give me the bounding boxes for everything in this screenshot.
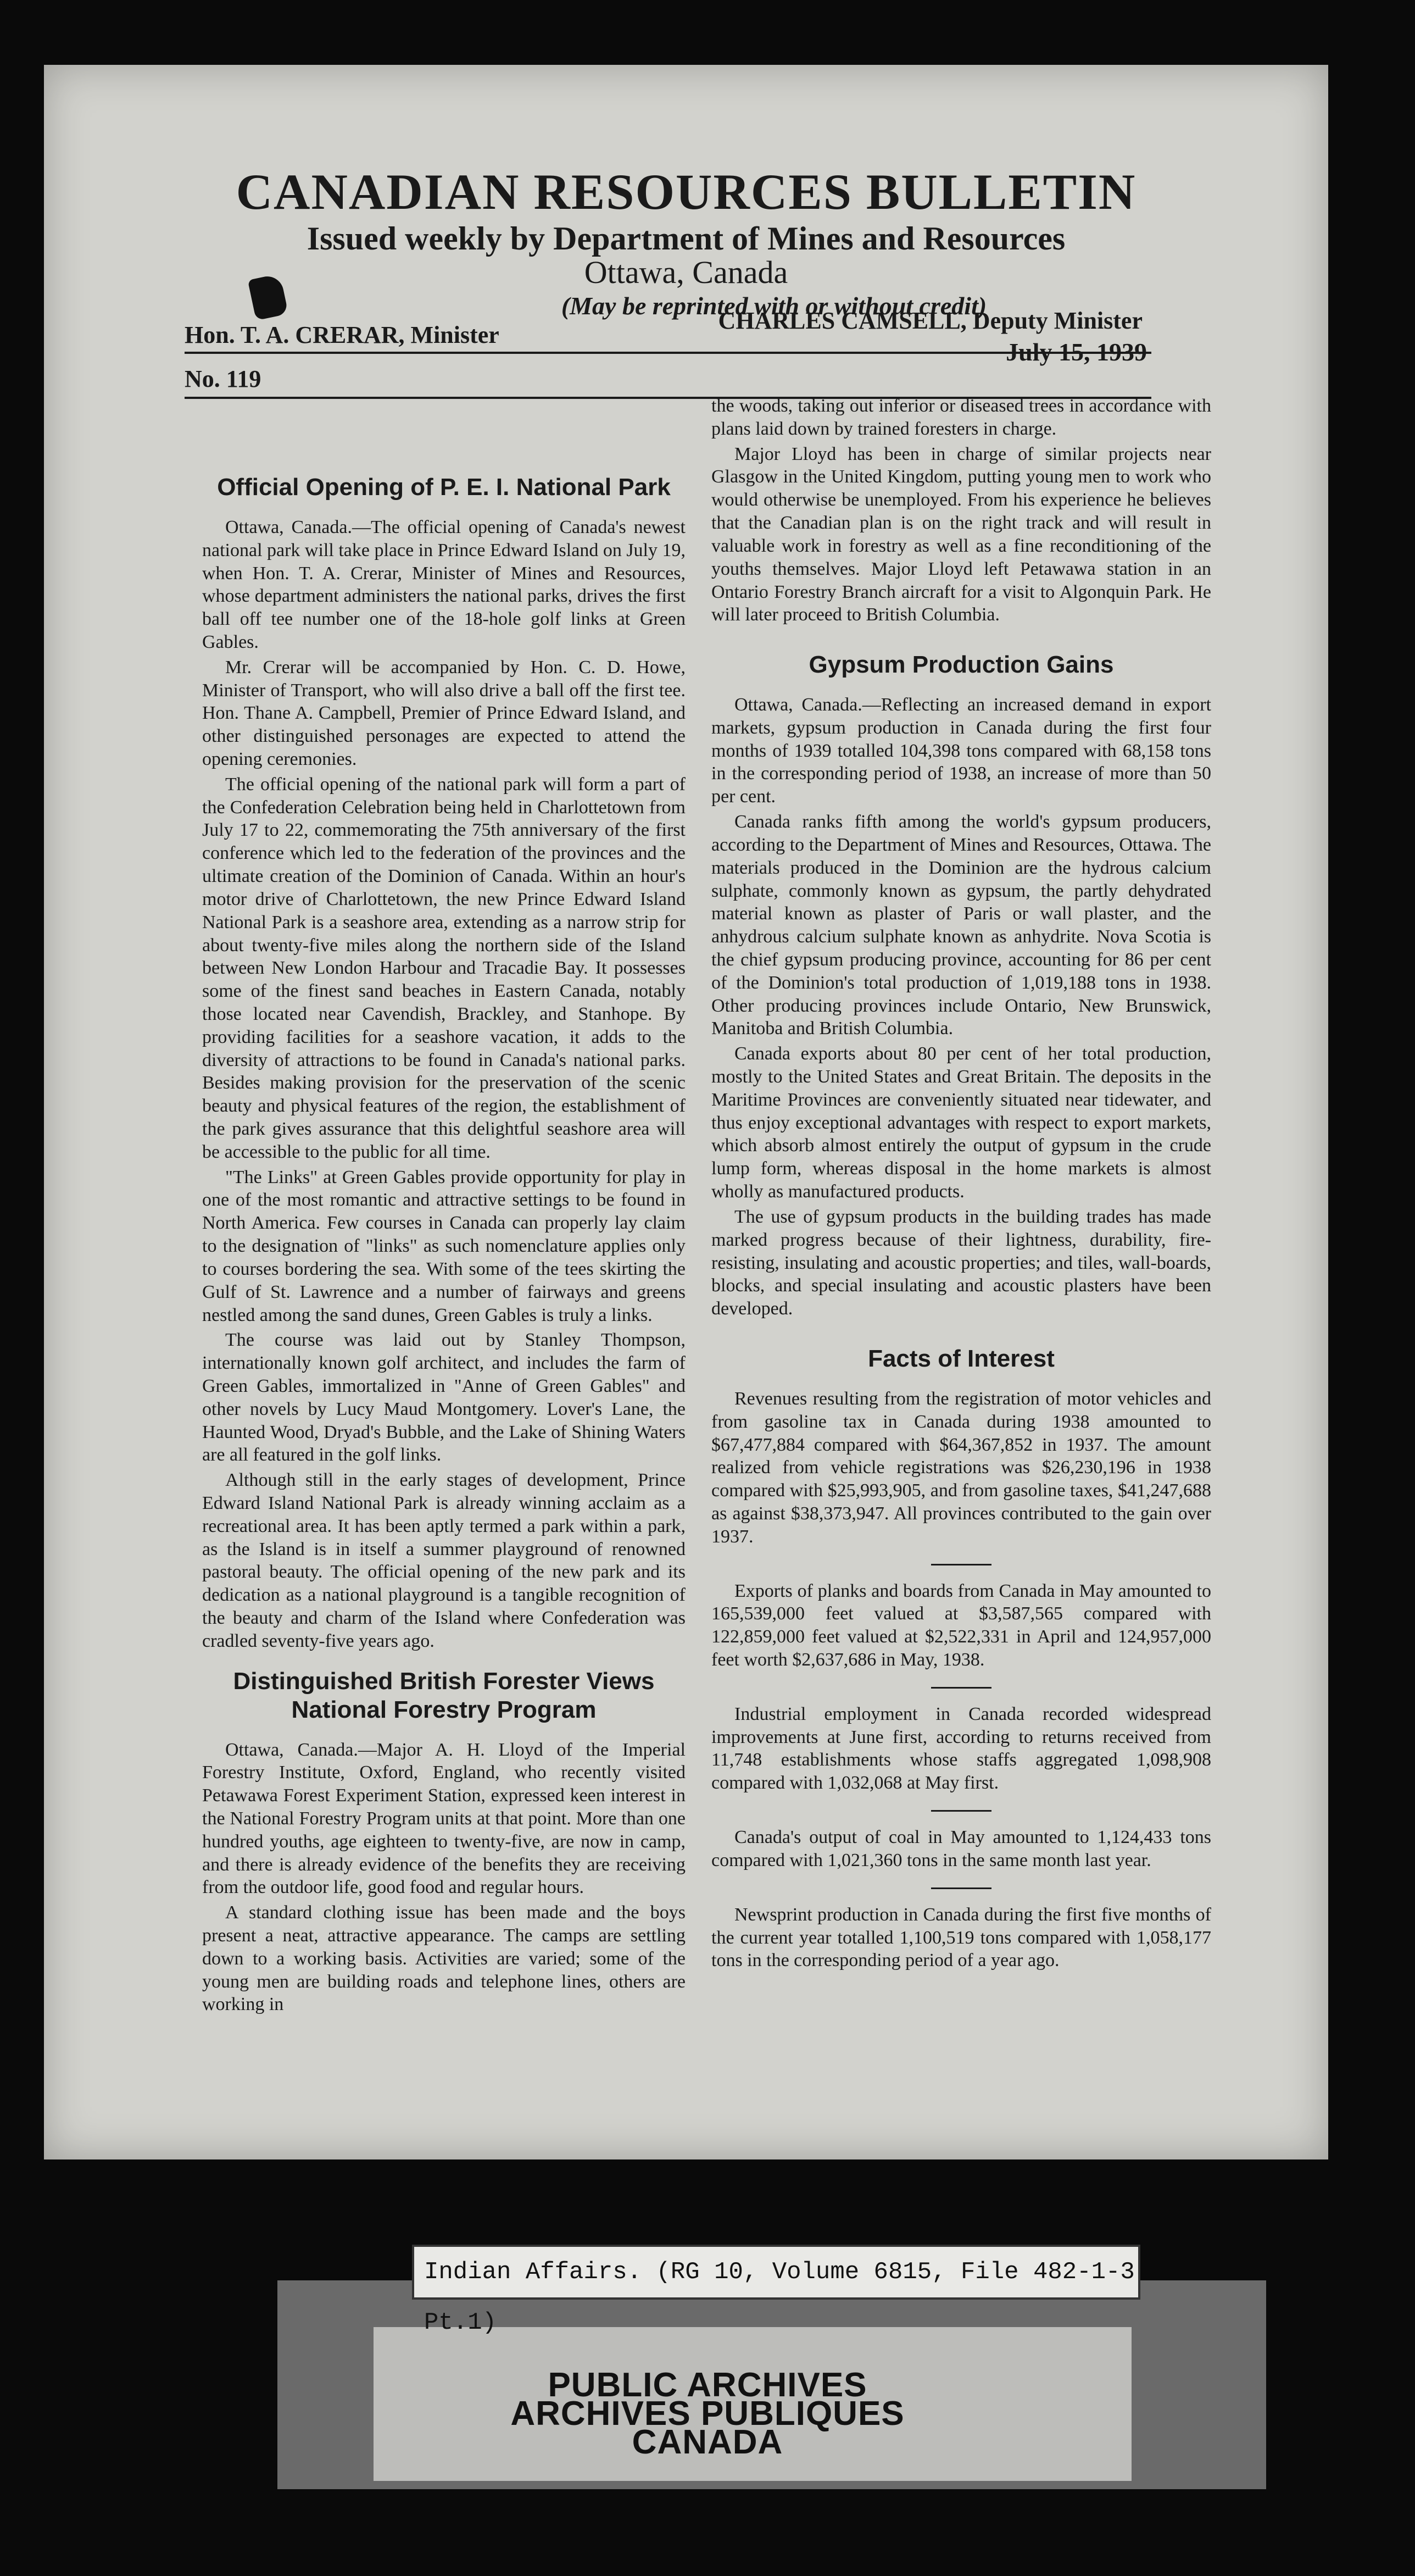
deputy-minister-name: CHARLES CAMSELL, Deputy Minister bbox=[718, 307, 1143, 334]
article-1-headline: Official Opening of P. E. I. National Park bbox=[217, 474, 671, 501]
article-3-paragraph: The use of gypsum products in the building trades has made marked progress because of their lightness, durability, fire-resisting, insulating and acoustic properties; and tiles, wall-boards, blocks, and special insulating and acoustic plasters have been developed. bbox=[711, 1206, 1211, 1319]
archive-stamp bbox=[0, 2366, 1415, 2461]
article-1-paragraph: Although still in the early stages of development, Prince Edward Island National Park is already winning acclaim as a recreational area. It has been aptly termed a park within a park, as the Island is in itself a summer playground of renowned pastoral beauty. The official opening of the new park and its dedication as a national playground is a tangible recognition of the beauty and charm of the Island where Confederation was cradled seventy-five years ago. bbox=[202, 1470, 686, 1651]
fact-item: Newsprint production in Canada during the first five months of the current year totalled 1,100,519 tons compared with 1,058,177 tons in the corresponding period of a year ago. bbox=[711, 1904, 1211, 1971]
masthead bbox=[44, 65, 1328, 449]
right-column bbox=[711, 395, 1211, 1987]
fact-item: Industrial employment in Canada recorded widespread improvements at June first, according to returns received from 11,748 establishments whose staffs aggregated 1,098,908 compared with 1,032,068 at May first. bbox=[711, 1703, 1211, 1794]
bulletin-subtitle: Issued weekly by Department of Mines and Resources bbox=[307, 220, 1066, 257]
fact-item: Canada's output of coal in May amounted to 1,124,433 tons compared with 1,021,360 tons in the same month last year. bbox=[711, 1827, 1211, 1870]
article-2-headline: Distinguished British Forester Views National Forestry Program bbox=[233, 1667, 655, 1723]
fact-separator bbox=[931, 1687, 991, 1689]
article-2-paragraph: Ottawa, Canada.—Major A. H. Lloyd of the Imperial Forestry Institute, Oxford, England, who recently visited Petawawa Forest Experiment Station, expressed keen interest in the National Forestry Program units at that point. More than one hundred youths, age eighteen to twenty-five, are now in camp, and there is already evidence of the benefits they are receiving from the outdoor life, good food and regular hours. bbox=[202, 1739, 686, 1898]
reprint-note: (May be reprinted with or without credit) bbox=[561, 292, 987, 320]
issue-date: July 15, 1939 bbox=[1006, 338, 1147, 366]
fact-separator bbox=[931, 1564, 991, 1565]
stamp-line: PUBLIC ARCHIVES bbox=[548, 2366, 867, 2404]
article-2-paragraph: A standard clothing issue has been made and the boys present a neat, attractive appearance. The camps are settling down to a working basis. Activities are varied; some of the young men are building roads and telephone lines, others are working in bbox=[202, 1902, 686, 2015]
article-2-paragraph: Major Lloyd has been in charge of similar projects near Glasgow in the United Kingdom, putting young men to work who would otherwise be unemployed. From his experience he believes that the Canadian plan is on the right track and will result in valuable work in forestry as well as a fine reconditioning of the youths themselves. Major Lloyd left Petawawa station in an Ontario Forestry Branch aircraft for a visit to Algonquin Park. He will later proceed to British Columbia. bbox=[711, 443, 1211, 625]
article-4-headline: Facts of Interest bbox=[868, 1345, 1055, 1372]
minister-name: Hon. T. A. CRERAR, Minister bbox=[185, 321, 499, 348]
article-3-headline: Gypsum Production Gains bbox=[809, 651, 1114, 679]
article-3-paragraph: Ottawa, Canada.—Reflecting an increased demand in export markets, gypsum production in Canada during the first four months of 1939 totalled 104,398 tons compared with 68,158 tons in the corresponding period of 1938, an increase of more than 50 per cent. bbox=[711, 695, 1211, 807]
article-3-paragraph: Canada exports about 80 per cent of her total production, mostly to the United States and Great Britain. The deposits in the Maritime Provinces are conveniently situated near tidewater, and thus enjoy exceptional advantages with respect to export markets, which absorb almost entirely the output of gypsum in the crude lump form, whereas disposal in the home markets is almost wholly as manufactured products. bbox=[711, 1043, 1211, 1202]
issue-number: No. 119 bbox=[185, 365, 261, 392]
fact-separator bbox=[931, 1887, 991, 1889]
article-1-paragraph: Ottawa, Canada.—The official opening of Canada's newest national park will take place in Prince Edward Island on July 19, when Hon. T. A. Crerar, Minister of Mines and Resources, whose department administers the national parks, drives the first ball off tee number one of the 18-hole golf links at Green Gables. bbox=[202, 517, 686, 652]
left-column bbox=[202, 404, 686, 2018]
stamp-line: ARCHIVES PUBLIQUES bbox=[510, 2395, 905, 2433]
fact-item: Revenues resulting from the registration of motor vehicles and from gasoline tax in Canada during 1938 amounted to $67,477,884 compared with $64,367,852 in 1937. The amount realized from vehicle registrations was $26,230,196 in 1938 compared with $25,993,905, and from gasoline taxes, $41,247,688 as against $38,373,947. All provinces contributed to the gain over 1937. bbox=[711, 1388, 1211, 1547]
article-1-paragraph: The course was laid out by Stanley Thompson, internationally known golf architect, and includes the farm of Green Gables, immortalized in "Anne of Green Gables" and other novels by Lucy Maud Montgomery. Lover's Lane, the Haunted Wood, Dryad's Bubble, and the Lake of Shining Waters are all featured in the golf links. bbox=[202, 1330, 686, 1465]
archive-caption: Indian Affairs. (RG 10, Volume 6815, File 482-1-3 Pt.1) bbox=[412, 2245, 1140, 2300]
stamp-line: CANADA bbox=[632, 2423, 783, 2461]
article-3-paragraph: Canada ranks fifth among the world's gypsum producers, according to the Department of Mines and Resources, Ottawa. The materials produced in the Dominion are the hydrous calcium sulphate, commonly known as gypsum, the partly dehydrated material known as plaster of Paris or wall plaster, and the anhydrous calcium sulphate known as anhydrite. Nova Scotia is the chief gypsum producing province, accounting for 86 per cent of the Dominion's total production of 1,019,188 tons in 1938. Other producing provinces include Ontario, New Brunswick, Manitoba and British Columbia. bbox=[711, 812, 1211, 1039]
article-1-paragraph: Mr. Crerar will be accompanied by Hon. C. D. Howe, Minister of Transport, who will also drive a ball off the first tee. Hon. Thane A. Campbell, Premier of Prince Edward Island, and other distinguished personages are expected to attend the opening ceremonies. bbox=[202, 657, 686, 770]
bulletin-location: Ottawa, Canada bbox=[584, 254, 788, 290]
bulletin-title: CANADIAN RESOURCES BULLETIN bbox=[236, 164, 1137, 220]
article-1-paragraph: The official opening of the national park will form a part of the Confederation Celebration being held in Charlottetown from July 17 to 22, commemorating the 75th anniversary of the first conference which led to the federation of the provinces and the ultimate creation of the Dominion of Canada. Within an hour's motor drive of Charlottetown, the new Prince Edward Island National Park is a seashore area, extending as a narrow strip for about twenty-five miles along the northern side of the Island between New London Harbour and Tracadie Bay. It possesses some of the finest sand beaches in Eastern Canada, notably those located near Cavendish, Brackley, and Stanhope. By providing facilities for a seashore vacation, it adds to the diversity of attractions to be found in Canada's national parks. Besides making provision for the preservation of the scenic beauty and physical features of the region, the establishment of the park gives assurance that this delightful seashore area will be accessible to the public for all time. bbox=[202, 774, 686, 1162]
bulletin-page bbox=[44, 65, 1328, 2159]
article-1-paragraph: "The Links" at Green Gables provide opportunity for play in one of the most romantic and attractive settings to be found in North America. Few courses in Canada can properly lay claim to the designation of "links" as such nomenclature applies only to courses bordering the sea. With some of the tees skirting the Gulf of St. Lawrence and a number of fairways and greens nestled among the sand dunes, Green Gables is truly a links. bbox=[202, 1167, 686, 1325]
fact-item: Exports of planks and boards from Canada in May amounted to 165,539,000 feet valued at $3,587,565 compared with 122,859,000 feet valued at $2,522,331 in April and 124,957,000 feet worth $2,637,686 in May, 1938. bbox=[711, 1580, 1211, 1670]
article-2-continuation: the woods, taking out inferior or diseased trees in accordance with plans laid down by trained foresters in charge. bbox=[711, 396, 1211, 439]
fact-separator bbox=[931, 1810, 991, 1812]
